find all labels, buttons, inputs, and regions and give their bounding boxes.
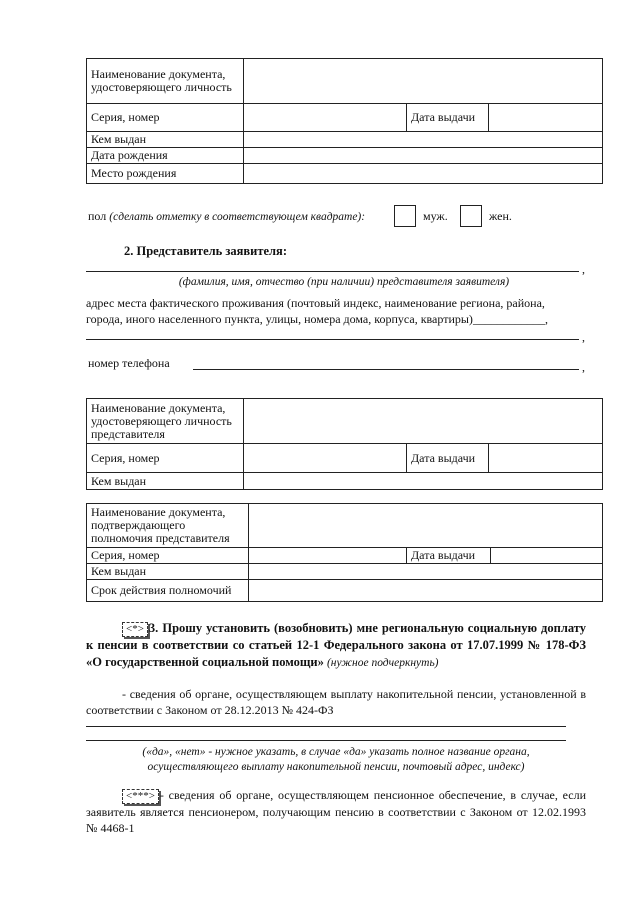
applicant-id-table (86, 58, 603, 184)
male-label: муж. (423, 209, 448, 223)
phone-label: номер телефона (88, 356, 170, 370)
phone-line[interactable] (193, 369, 579, 370)
series-label: Серия, номер (87, 444, 244, 473)
validity-field[interactable] (249, 580, 603, 602)
doc-name-field[interactable] (244, 59, 603, 104)
representative-name-line[interactable] (86, 271, 579, 272)
representative-id-table (86, 398, 603, 490)
pension-text: - сведения об органе, осуществляющем пенсионное обеспечение, в случае, если заявитель является пенсионером, получающим пенсию в соответствии с Законом от 12.02.1993 № 4468-1 (86, 788, 586, 835)
issued-by-label: Кем выдан (87, 132, 244, 148)
birth-place-field[interactable] (244, 164, 603, 184)
date-issue-label: Дата выдачи (407, 104, 489, 132)
series-field[interactable] (244, 444, 407, 473)
date-issue-label: Дата выдачи (407, 548, 491, 564)
date-issue-label: Дата выдачи (407, 444, 489, 473)
section3-note: (нужное подчеркнуть) (326, 657, 439, 669)
sex-row (88, 209, 365, 224)
date-issue-field[interactable] (491, 548, 603, 564)
address-tail: ____________, (472, 312, 548, 326)
footnote-marker: <*> (122, 622, 148, 637)
birth-place-label: Место рождения (87, 164, 244, 184)
cumulative-paragraph (86, 686, 586, 718)
issued-by-field[interactable] (249, 564, 603, 580)
series-label: Серия, номер (87, 104, 244, 132)
male-checkbox[interactable] (394, 205, 416, 227)
cumulative-line-1[interactable] (86, 726, 566, 727)
comma: , (582, 360, 585, 374)
doc-name-label: Наименование документа, удостоверяющего личность (87, 59, 244, 104)
cumulative-note: («да», «нет» - нужное указать, в случае «да» указать полное название органа, осуществляющего выплату накопительной пенсии, почтовый адрес, индекс) (142, 746, 530, 773)
validity-label: Срок действия полномочий (87, 580, 249, 602)
doc-name-field[interactable] (249, 504, 603, 548)
issued-by-label: Кем выдан (87, 473, 244, 490)
sex-prefix: пол (88, 209, 107, 223)
footnote-marker: <***> (122, 789, 159, 804)
date-issue-field[interactable] (489, 444, 603, 473)
pension-paragraph (86, 787, 586, 836)
representative-name-hint: (фамилия, имя, отчество (при наличии) представителя заявителя) (178, 276, 510, 288)
authority-doc-table (86, 503, 603, 602)
doc-name-label: Наименование документа, подтверждающего полномочия представителя (87, 504, 249, 548)
series-field[interactable] (249, 548, 407, 564)
comma: , (582, 262, 585, 276)
series-label: Серия, номер (87, 548, 249, 564)
section2-heading: 2. Представитель заявителя: (124, 244, 287, 258)
cumulative-line-2[interactable] (86, 740, 566, 741)
cumulative-text: - сведения об органе, осуществляющем выплату накопительной пенсии, установленной в соответствии с Законом от 28.12.2013 № 424-ФЗ (86, 687, 586, 717)
date-issue-field[interactable] (489, 104, 603, 132)
female-label: жен. (489, 209, 512, 223)
address-text: адрес места фактического проживания (почтовый индекс, наименование региона, района, города, иного населенного пункта, улицы, номера дома, корпуса, квартиры) (86, 296, 545, 326)
issued-by-field[interactable] (244, 132, 603, 148)
female-checkbox[interactable] (460, 205, 482, 227)
address-line[interactable] (86, 339, 579, 340)
series-field[interactable] (244, 104, 407, 132)
comma: , (582, 330, 585, 344)
address-text-block (86, 295, 582, 327)
sex-note: (сделать отметку в соответствующем квадрате): (109, 211, 366, 223)
birth-date-label: Дата рождения (87, 148, 244, 164)
section3-text: 3. Прошу установить (возобновить) мне региональную социальную доплату к пенсии в соответствии со статьей 12-1 Федерального закона от 17.07.1999 № 178-ФЗ «О государственной социальной помощи» (86, 621, 586, 669)
issued-by-field[interactable] (244, 473, 603, 490)
section3-paragraph (86, 620, 586, 672)
doc-name-field[interactable] (244, 399, 603, 444)
birth-date-field[interactable] (244, 148, 603, 164)
issued-by-label: Кем выдан (87, 564, 249, 580)
doc-name-label: Наименование документа, удостоверяющего личность представителя (87, 399, 244, 444)
